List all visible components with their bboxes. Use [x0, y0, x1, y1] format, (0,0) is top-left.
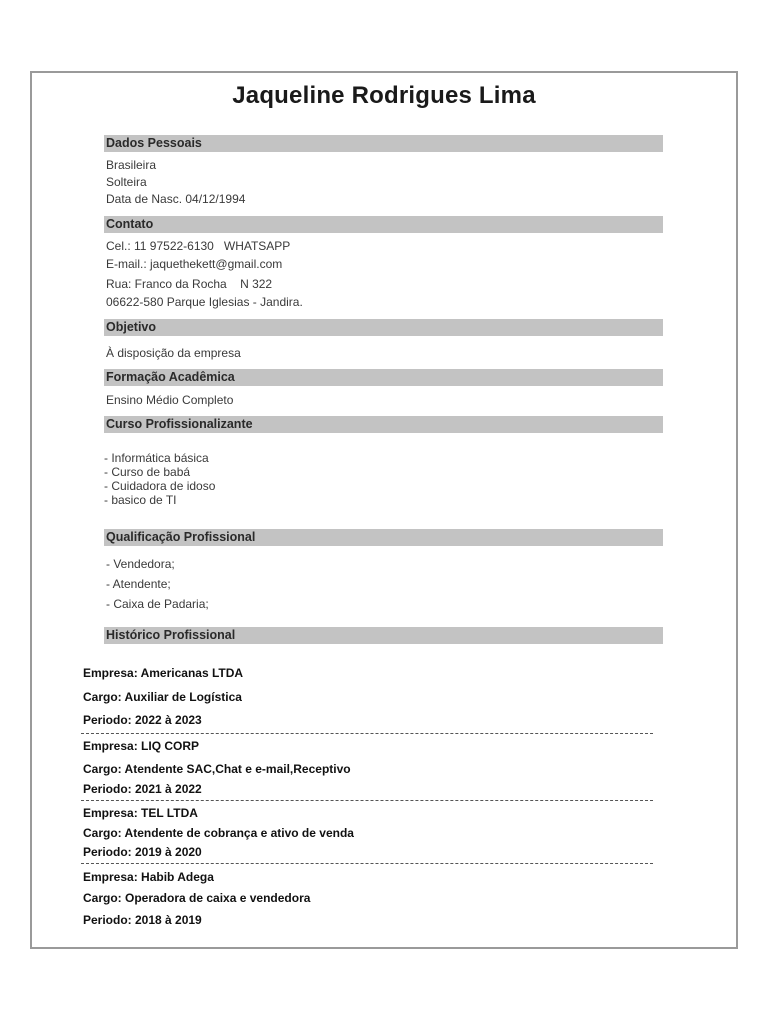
- phone-text: Cel.: 11 97522-6130 WHATSAPP: [106, 239, 291, 253]
- section-header-formacao: Formação Acadêmica: [104, 369, 663, 386]
- section-header-contato: Contato: [104, 216, 663, 233]
- job-company: Empresa: Americanas LTDA: [83, 666, 244, 680]
- job-divider: [81, 800, 653, 801]
- resume-name-title: Jaqueline Rodrigues Lima: [232, 82, 536, 109]
- marital-status-text: Solteira: [106, 175, 147, 189]
- email-text: E-mail.: jaquethekett@gmail.com: [106, 257, 283, 271]
- job-role: Cargo: Atendente de cobrança e ativo de venda: [83, 826, 354, 840]
- qualification-item: - Vendedora;: [106, 557, 175, 571]
- address-street-text: Rua: Franco da Rocha N 322: [106, 277, 273, 291]
- job-period: Periodo: 2022 à 2023: [83, 713, 202, 727]
- objective-text: À disposição da empresa: [106, 346, 241, 360]
- job-company: Empresa: LIQ CORP: [83, 739, 200, 753]
- section-header-objetivo: Objetivo: [104, 319, 663, 336]
- courses-list: [104, 451, 215, 507]
- section-header-qualificacao: Qualificação Profissional: [104, 529, 663, 546]
- list-item: - Informática básica: [104, 451, 209, 465]
- qualification-item: - Atendente;: [106, 577, 171, 591]
- nationality-text: Brasileira: [106, 158, 157, 172]
- list-item: - basico de TI: [104, 493, 177, 507]
- job-company: Empresa: TEL LTDA: [83, 806, 198, 820]
- job-period: Periodo: 2021 à 2022: [83, 782, 202, 796]
- education-text: Ensino Médio Completo: [106, 393, 234, 407]
- job-divider: [81, 863, 653, 864]
- job-role: Cargo: Atendente SAC,Chat e e-mail,Receptivo: [83, 762, 351, 776]
- job-period: Periodo: 2019 à 2020: [83, 845, 202, 859]
- qualification-item: - Caixa de Padaria;: [106, 597, 209, 611]
- section-header-historico: Histórico Profissional: [104, 627, 663, 644]
- job-divider: [81, 733, 653, 734]
- list-item: - Curso de babá: [104, 465, 191, 479]
- section-header-curso: Curso Profissionalizante: [104, 416, 663, 433]
- job-company: Empresa: Habib Adega: [83, 870, 214, 884]
- list-item: - Cuidadora de idoso: [104, 479, 216, 493]
- address-city-text: 06622-580 Parque Iglesias - Jandira.: [106, 295, 303, 309]
- birth-date-text: Data de Nasc. 04/12/1994: [106, 192, 246, 206]
- job-role: Cargo: Operadora de caixa e vendedora: [83, 891, 311, 905]
- section-header-dados-pessoais: Dados Pessoais: [104, 135, 663, 152]
- job-period: Periodo: 2018 à 2019: [83, 913, 202, 927]
- job-role: Cargo: Auxiliar de Logística: [83, 690, 242, 704]
